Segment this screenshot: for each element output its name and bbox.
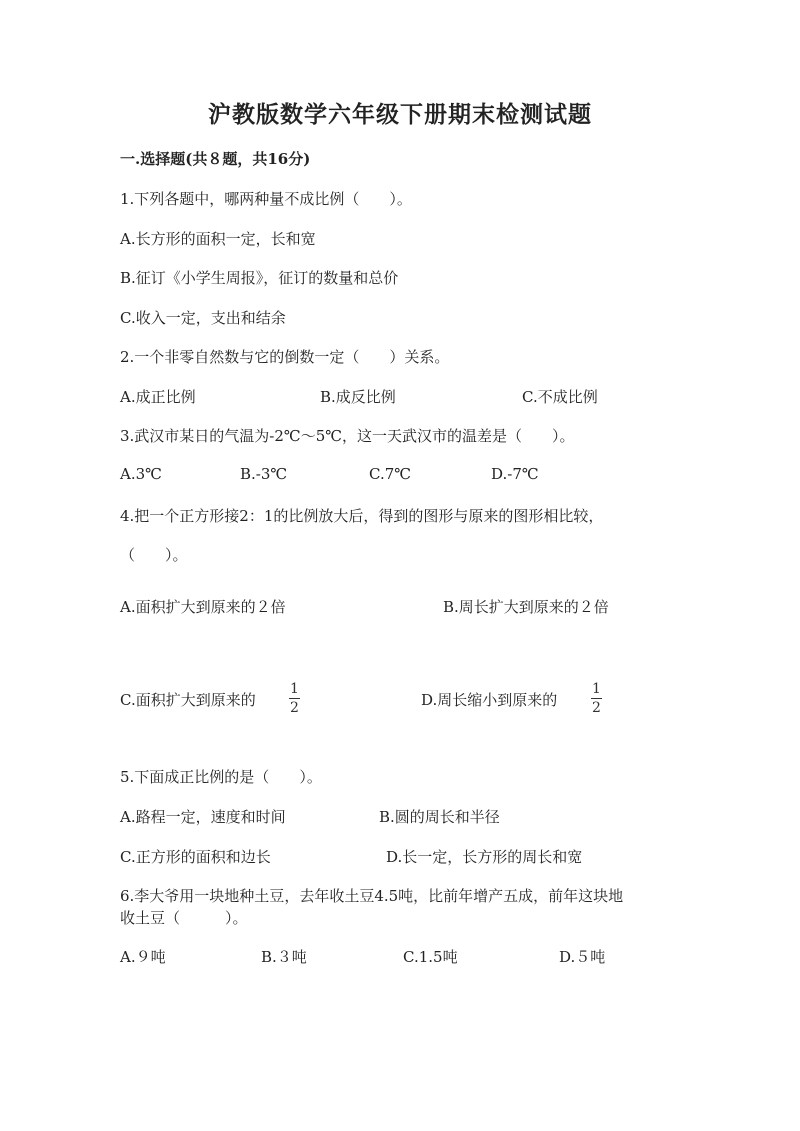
question-6-option-b[interactable]: B.３吨 [261, 948, 307, 966]
question-5-option-c[interactable]: C.正方形的面积和边长 [120, 848, 271, 866]
question-3-option-c[interactable]: C.7℃ [369, 465, 412, 483]
question-6-option-a[interactable]: A.９吨 [120, 948, 166, 966]
question-3-option-a[interactable]: A.3℃ [120, 465, 162, 483]
page-title: 沪教版数学六年级下册期末检测试题 [208, 101, 592, 128]
question-5-stem: 5.下面成正比例的是（ ）。 [120, 768, 322, 786]
question-4-option-c[interactable]: C.面积扩大到原来的 [120, 691, 256, 709]
question-3-option-b[interactable]: B.-3℃ [240, 465, 288, 483]
question-2-option-c[interactable]: C.不成比例 [522, 388, 598, 406]
question-2-option-a[interactable]: A.成正比例 [120, 388, 196, 406]
question-1-option-b[interactable]: B.征订《小学生周报》，征订的数量和总价 [120, 269, 399, 287]
fraction-one-half [591, 681, 602, 716]
fraction-bar [591, 698, 602, 699]
question-6-option-d[interactable]: D.５吨 [559, 948, 606, 966]
fraction-bar [289, 698, 300, 699]
question-4-stem-line-2: （ ）。 [120, 546, 188, 564]
fraction-denominator: 2 [592, 700, 601, 716]
question-2-stem: 2.一个非零自然数与它的倒数一定（ ）关系。 [120, 348, 450, 366]
question-5-option-a[interactable]: A.路程一定，速度和时间 [120, 808, 286, 826]
fraction-denominator: 2 [290, 700, 299, 716]
question-5-option-b[interactable]: B.圆的周长和半径 [379, 808, 500, 826]
question-4-option-a[interactable]: A.面积扩大到原来的２倍 [120, 598, 286, 616]
fraction-one-half [289, 681, 300, 716]
fraction-numerator: 1 [592, 681, 601, 697]
question-4-stem-line-1: 4.把一个正方形接2：1的比例放大后，得到的图形与原来的图形相比较， [120, 507, 604, 525]
question-1-option-a[interactable]: A.长方形的面积一定，长和宽 [120, 230, 316, 248]
section-heading: 一.选择题(共８题，共16分) [120, 150, 311, 168]
question-6-option-c[interactable]: C.1.5吨 [403, 948, 458, 966]
fraction-numerator: 1 [290, 681, 299, 697]
question-6-stem-line-2: 收土豆（ ）。 [120, 909, 248, 927]
question-1-option-c[interactable]: C.收入一定，支出和结余 [120, 309, 286, 327]
question-2-option-b[interactable]: B.成反比例 [320, 388, 396, 406]
question-4-option-d[interactable]: D.周长缩小到原来的 [421, 691, 558, 709]
question-6-stem-line-1: 6.李大爷用一块地种土豆，去年收土豆4.5吨，比前年增产五成，前年这块地 [120, 887, 624, 905]
question-5-option-d[interactable]: D.长一定，长方形的周长和宽 [386, 848, 583, 866]
question-1-stem: 1.下列各题中，哪两种量不成比例（ ）。 [120, 190, 412, 208]
question-3-option-d[interactable]: D.-7℃ [491, 465, 539, 483]
question-3-stem: 3.武汉市某日的气温为-2℃～5℃，这一天武汉市的温差是（ ）。 [120, 427, 575, 445]
question-4-option-b[interactable]: B.周长扩大到原来的２倍 [443, 598, 609, 616]
